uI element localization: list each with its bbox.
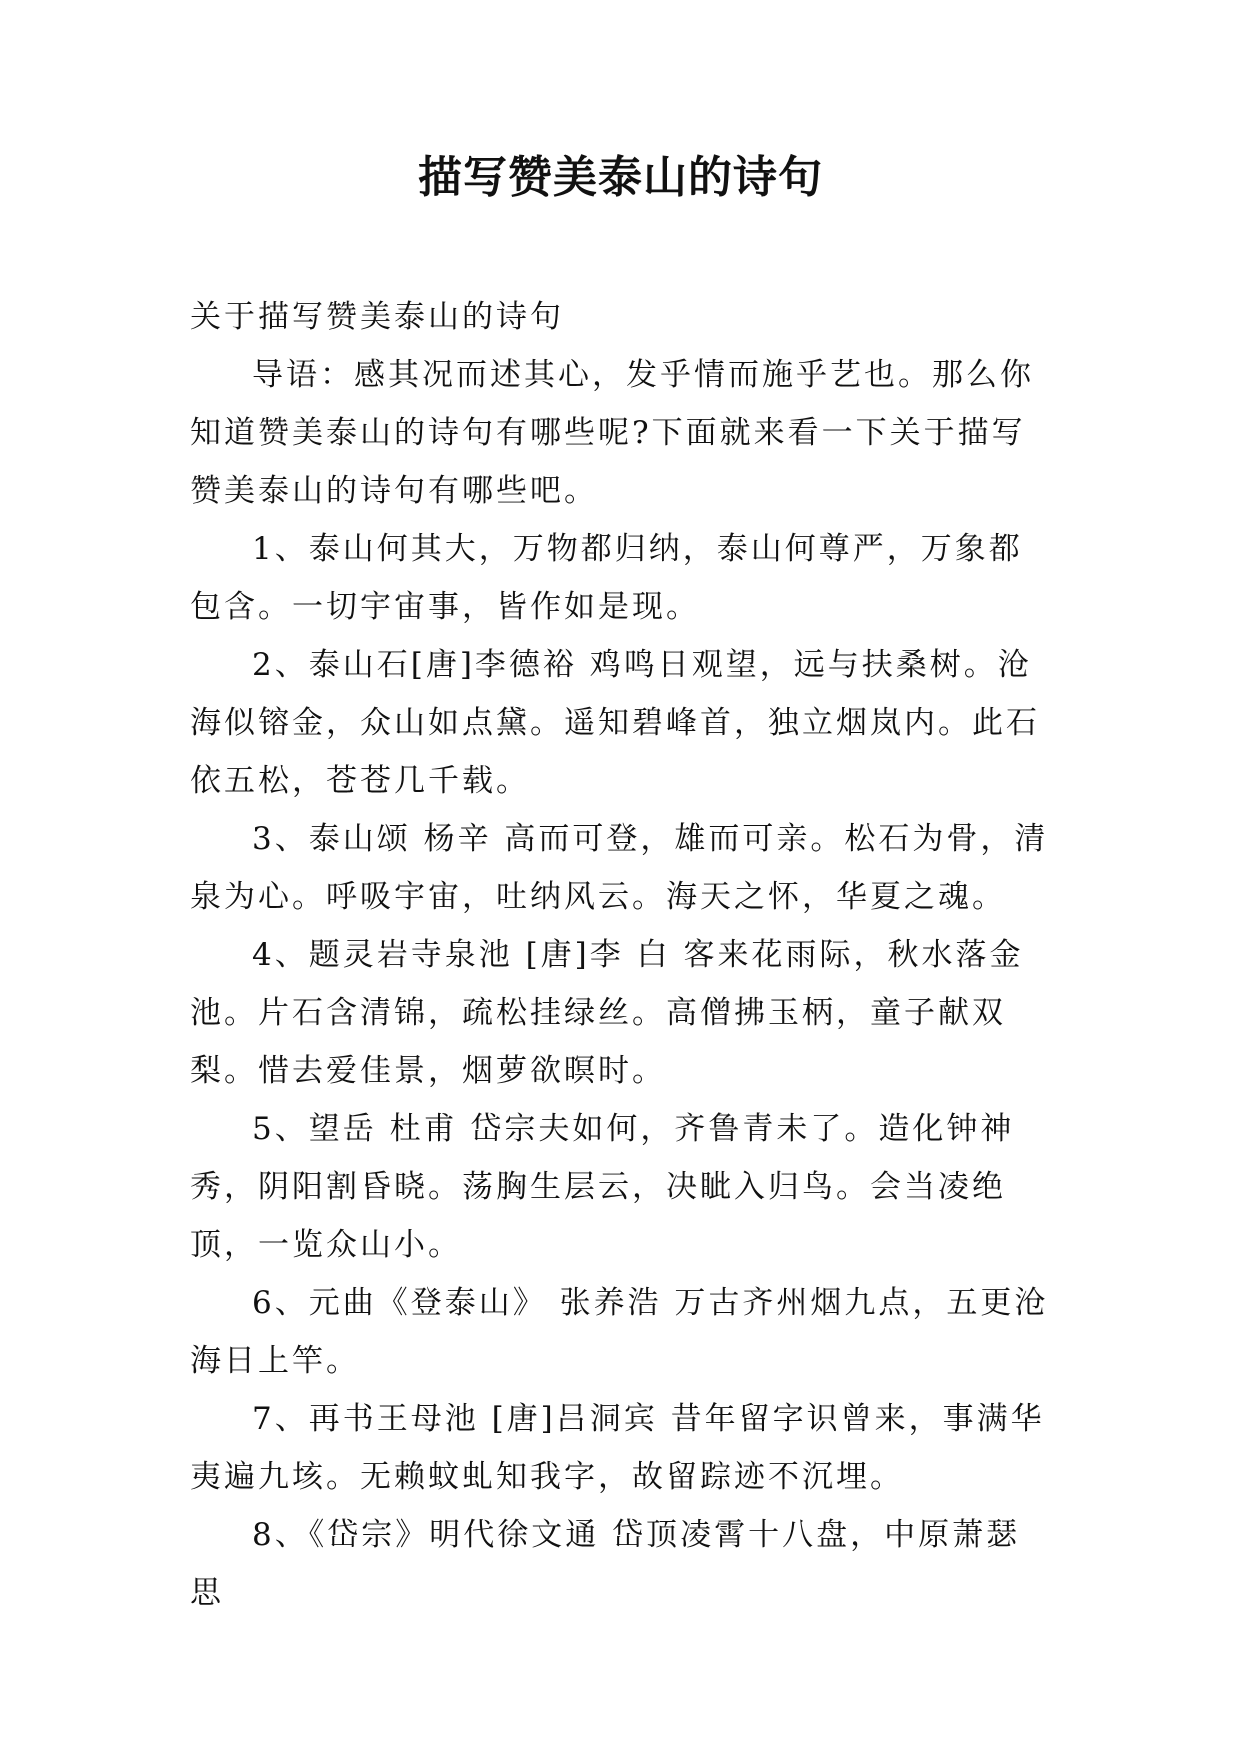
poem-1: 1、泰山何其大，万物都归纳，泰山何尊严，万象都包含。一切宇宙事，皆作如是现。: [190, 531, 1023, 625]
page-title: 描写赞美泰山的诗句: [418, 152, 823, 203]
poem-5: 5、望岳 杜甫 岱宗夫如何，齐鲁青未了。造化钟神秀，阴阳割昏晓。荡胸生层云，决眦入归鸟。会当凌绝顶，一览众山小。: [190, 1111, 1015, 1263]
poem-6: 6、元曲《登泰山》 张养浩 万古齐州烟九点，五更沧海日上竿。: [190, 1285, 1049, 1379]
poem-7: 7、再书王母池 [唐]吕洞宾 昔年留字识曾来，事满华夷遍九垓。无赖蚊虬知我字，故留踪迹不沉埋。: [190, 1401, 1045, 1495]
document-body: [190, 288, 1050, 1622]
poem-3: 3、泰山颂 杨辛 高而可登，雄而可亲。松石为骨，清泉为心。呼吸宇宙，吐纳风云。海天之怀，华夏之魂。: [190, 821, 1049, 915]
poem-2: 2、泰山石[唐]李德裕 鸡鸣日观望，远与扶桑树。沧海似镕金，众山如点黛。遥知碧峰首，独立烟岚内。此石依五松，苍苍几千载。: [190, 647, 1040, 799]
poem-4: 4、题灵岩寺泉池 [唐]李 白 客来花雨际，秋水落金池。片石含清锦，疏松挂绿丝。高僧拂玉柄，童子献双梨。惜去爱佳景，烟萝欲暝时。: [190, 937, 1024, 1089]
subtitle: 关于描写赞美泰山的诗句: [190, 299, 564, 335]
intro-paragraph: 导语：感其况而述其心，发乎情而施乎艺也。那么你知道赞美泰山的诗句有哪些呢?下面就来看一下关于描写赞美泰山的诗句有哪些吧。: [190, 357, 1034, 509]
poem-8: 8、《岱宗》明代徐文通 岱顶凌霄十八盘，中原萧瑟思: [190, 1517, 1021, 1611]
